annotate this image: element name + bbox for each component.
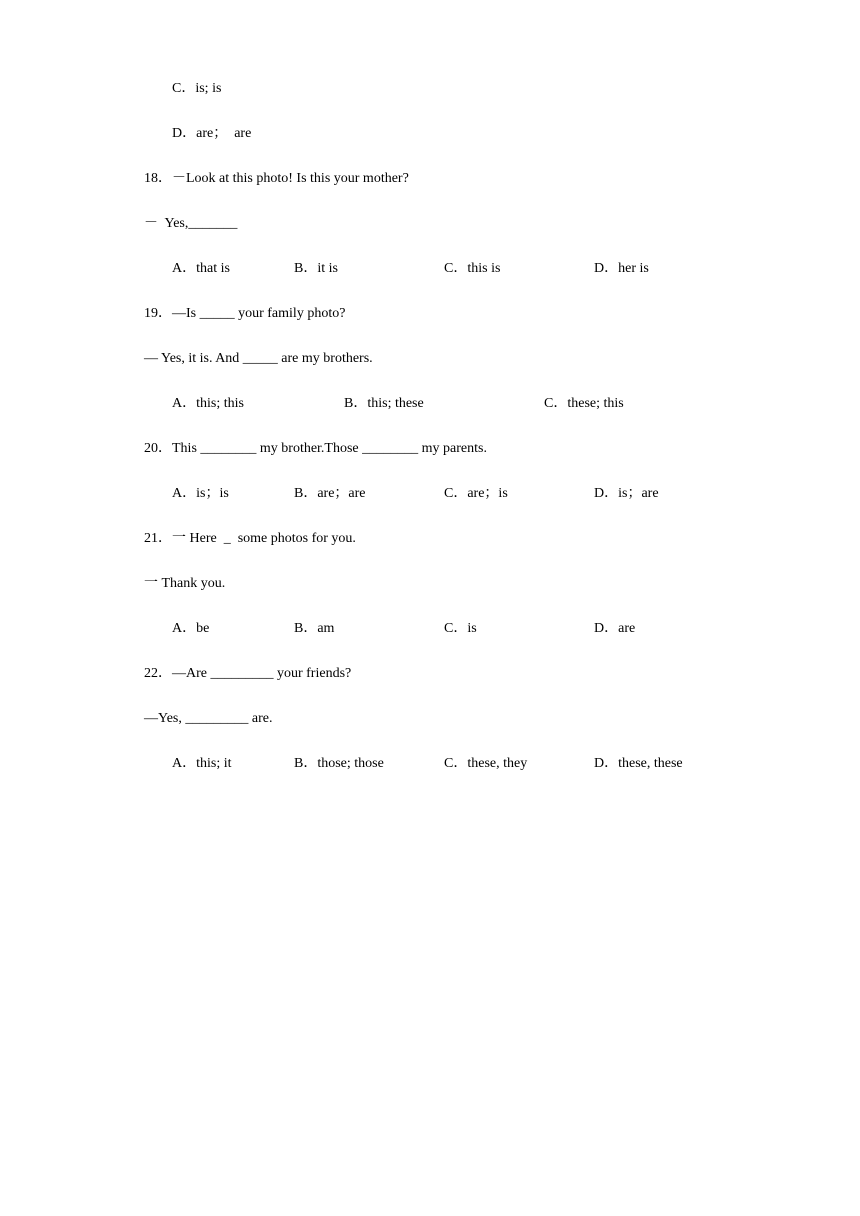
q21-option-d: D．are bbox=[594, 621, 636, 636]
q20-option-c: C．are；is bbox=[444, 486, 508, 501]
q18-option-a: A．that is bbox=[172, 261, 230, 276]
q21-question: 21．一 Here _ some photos for you. bbox=[144, 531, 356, 546]
q21-option-a: A．be bbox=[172, 621, 210, 636]
q20-question: 20．This ________ my brother.Those ________ my parents. bbox=[144, 441, 487, 456]
q19-answer-line: — Yes, it is. And _____ are my brothers. bbox=[144, 351, 373, 366]
q18-option-c: C．this is bbox=[444, 261, 501, 276]
q18-question: 18．－Look at this photo! Is this your mother? bbox=[144, 171, 409, 186]
q21-answer-line: 一 Thank you. bbox=[144, 576, 226, 591]
q22-option-d: D．these, these bbox=[594, 756, 683, 771]
q18-option-d: D．her is bbox=[594, 261, 649, 276]
q22-option-a: A．this; it bbox=[172, 756, 232, 771]
q21-option-b: B．am bbox=[294, 621, 335, 636]
q20-option-a: A．is；is bbox=[172, 486, 229, 501]
q19-option-b: B．this; these bbox=[344, 396, 424, 411]
q17-option-d: D．are； are bbox=[172, 126, 252, 141]
q19-option-c: C．these; this bbox=[544, 396, 624, 411]
q18-answer-line: － Yes,_______ bbox=[144, 216, 238, 231]
q19-question: 19．—Is _____ your family photo? bbox=[144, 306, 346, 321]
q18-option-b: B．it is bbox=[294, 261, 338, 276]
q22-option-c: C．these, they bbox=[444, 756, 528, 771]
q22-question: 22．—Are _________ your friends? bbox=[144, 666, 352, 681]
q22-option-b: B．those; those bbox=[294, 756, 384, 771]
q20-option-d: D．is；are bbox=[594, 486, 659, 501]
q20-option-b: B．are；are bbox=[294, 486, 366, 501]
q22-answer-line: —Yes, _________ are. bbox=[144, 711, 273, 726]
q17-option-c: C．is; is bbox=[172, 81, 222, 96]
q21-option-c: C．is bbox=[444, 621, 477, 636]
q19-option-a: A．this; this bbox=[172, 396, 244, 411]
